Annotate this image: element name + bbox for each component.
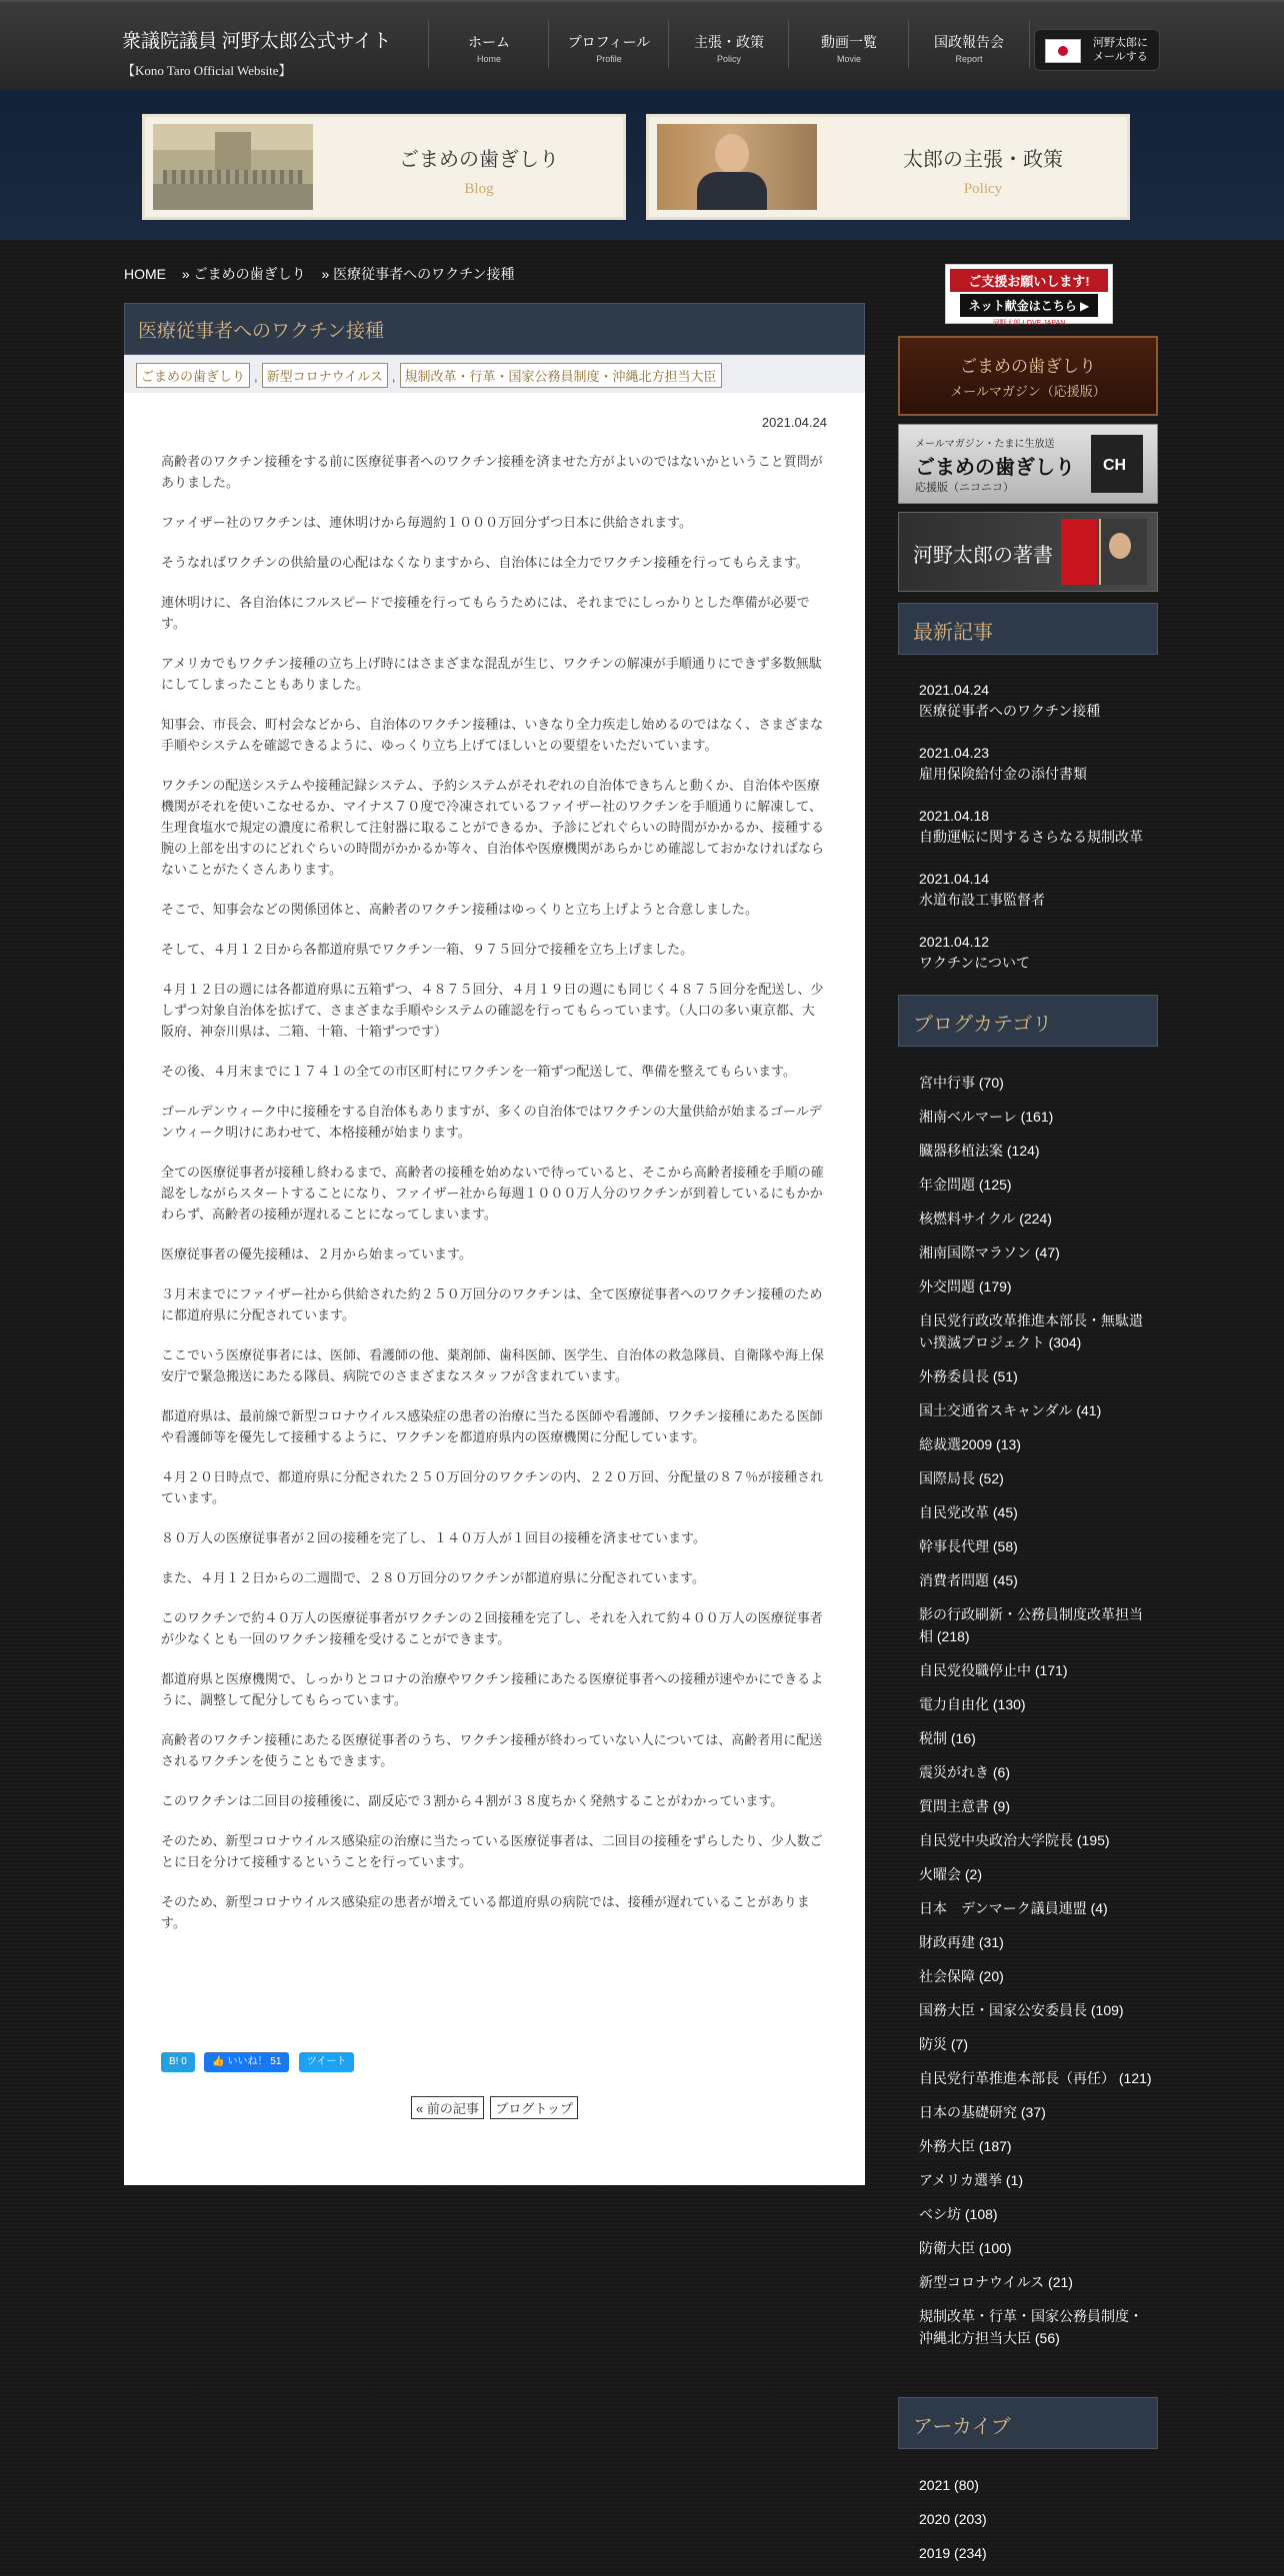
recent-post-title: 雇用保険給付金の添付書類 [919, 766, 1087, 782]
paragraph: そこで、知事会などの関係団体と、高齢者のワクチン接種はゆっくりと立ち上げようと合意しました。 [161, 902, 758, 917]
category-item[interactable]: 消費者問題 (45) [919, 1572, 1018, 1588]
policy-banner-title: 太郎の主張・政策 [903, 149, 1063, 171]
category-item[interactable]: 核燃料サイクル (224) [919, 1211, 1052, 1227]
paragraph: 連休明けに、各自治体にフルスピードで接種を行ってもらうためには、それまでにしっかりとした準備が必要です。 [161, 595, 810, 631]
mail-magazine-support-banner[interactable] [898, 336, 1158, 416]
hatena-bookmark-button[interactable]: B! 0 [161, 2052, 195, 2072]
recent-post-date: 2021.04.18 [919, 808, 990, 824]
recent-post-item[interactable] [919, 680, 1154, 722]
tag-separator: , [391, 369, 396, 384]
category-item[interactable]: 湘南国際マラソン (47) [919, 1245, 1060, 1261]
mm-support-title: ごまめの歯ぎしり [960, 357, 1096, 376]
paragraph: ファイザー社のワクチンは、連休明けから毎週約１０００万回分ずつ日本に供給されます。 [161, 515, 693, 530]
category-item[interactable]: 規制改革・行革・国家公務員制度・沖縄北方担当大臣 (56) [919, 2308, 1143, 2346]
category-item[interactable]: 新型コロナウイルス (21) [919, 2274, 1073, 2290]
category-list [919, 1072, 1154, 2361]
paragraph: 医療従事者の優先接種は、２月から始まっています。 [161, 1247, 472, 1262]
archive-item[interactable]: 2020 (203) [919, 2511, 987, 2527]
paragraph: ここでいう医療従事者には、医師、看護師の他、薬剤師、歯科医師、医学生、自治体の救急隊員、自衛隊や海上保安庁で緊急搬送にあたる隊員、病院でのさまざまなスタッフが含まれています。 [161, 1347, 825, 1383]
recent-post-date: 2021.04.14 [919, 871, 990, 887]
paragraph: このワクチンは二回目の接種後に、副反応で３割から４割が３８度ちかく発熱することがわかっています。 [161, 1793, 784, 1808]
paragraph: このワクチンで約４０万人の医療従事者がワクチンの２回接種を完了し、それを入れて約４００万人の医療従事者が少なくとも一回のワクチン接種を受けることができます。 [161, 1610, 823, 1646]
tweet-button[interactable]: ツイート [299, 2052, 355, 2072]
article [124, 303, 865, 2185]
category-item[interactable]: ベシ坊 (108) [919, 2206, 998, 2222]
nav-home-label: ホーム [468, 34, 510, 50]
paragraph: そのため、新型コロナウイルス感染症の患者が増えている都道府県の病院では、接種が遅れていることがあります。 [161, 1894, 810, 1930]
recent-post-date: 2021.04.24 [919, 682, 990, 698]
category-heading: ブログカテゴリ [898, 995, 1158, 1047]
category-item[interactable]: 震災がれき (6) [919, 1764, 1010, 1780]
category-item[interactable]: 国際局長 (52) [919, 1470, 1004, 1486]
recent-post-title: 自動運転に関するさらなる規制改革 [919, 829, 1143, 845]
nav-report[interactable] [908, 20, 1030, 68]
site-subtitle: 【Kono Taro Official Website】 [122, 63, 292, 78]
category-item[interactable]: 総裁選2009 (13) [919, 1436, 1021, 1452]
banner-band [0, 90, 1284, 240]
blog-banner-title: ごまめの歯ぎしり [399, 149, 559, 171]
nav-home-sublabel: Home [476, 54, 501, 64]
paragraph: 高齢者のワクチン接種にあたる医療従事者のうち、ワクチン接種が終わっていない人については、高齢者用に配送されるワクチンを使うこともできます。 [161, 1732, 823, 1768]
recent-post-item[interactable] [919, 743, 1154, 785]
paragraph: 高齢者のワクチン接種をする前に医療従事者へのワクチン接種を済ませた方がよいのではないかということ質問がありました。 [161, 454, 823, 490]
mm-nico-subtitle: 応援版（ニコニコ） [915, 482, 1014, 494]
category-item[interactable]: 年金問題 (125) [919, 1177, 1012, 1193]
category-item[interactable]: 外務委員長 (51) [919, 1368, 1018, 1384]
japan-flag-icon [1045, 39, 1081, 63]
tag-reform[interactable]: 規制改革・行革・国家公務員制度・沖縄北方担当大臣 [400, 363, 722, 388]
nav-policy-sublabel: Policy [716, 54, 741, 64]
paragraph: そうなればワクチンの供給量の心配はなくなりますから、自治体には全力でワクチン接種を行ってもらえます。 [161, 555, 809, 570]
nav-profile[interactable] [548, 20, 669, 68]
tag-separator: , [254, 369, 258, 384]
category-item[interactable]: 質問主意書 (9) [919, 1798, 1010, 1814]
donation-line1: ご支援お願いします! [950, 269, 1108, 292]
category-item[interactable]: 社会保障 (20) [919, 1968, 1004, 1984]
recent-post-title: 水道布設工事監督者 [919, 892, 1045, 908]
nav-movie-label: 動画一覧 [821, 34, 877, 50]
mm-nico-small: メールマガジン・たまに生放送 [915, 439, 1055, 450]
book-cover-icon [1061, 519, 1097, 585]
paragraph: ８０万人の医療従事者が２回の接種を完了し、１４０万人が１回目の接種を済ませています。 [161, 1530, 706, 1545]
recent-post-item[interactable] [919, 806, 1154, 848]
policy-banner[interactable] [646, 114, 1130, 220]
recent-post-item[interactable] [919, 869, 1154, 911]
paragraph: そして、４月１２日から各都道府県でワクチン一箱、９７５回分で接種を立ち上げました。 [161, 942, 694, 957]
nav-profile-label: プロフィール [567, 34, 651, 50]
books-banner-title: 河野太郎の著書 [913, 545, 1053, 567]
paragraph: ３月末までにファイザー社から供給された約２５０万回分のワクチンは、全て医療従事者へのワクチン接種のために都道府県に分配されています。 [161, 1287, 823, 1322]
paragraph: ワクチンの配送システムや接種記録システム、予約システムがそれぞれの自治体できちんと動くか、自治体や医療機関がそれを使いこなせるか、マイナス７０度で冷凍されているファイザー社のワクチンを手順通りに解凍して、生理食塩水で規定の濃度に希釈して注射器に取ることができるか、予診にどれぐらいの時間がかかるか、接種する腕の上部を出すのにどれぐらいの時間がかかるか等々、自治体や医療機関があらかじめ確認しておかなければならないことがたくさんあります。 [161, 778, 825, 877]
recent-post-date: 2021.04.12 [919, 934, 990, 950]
paragraph: 都道府県は、最前線で新型コロナウイルス感染症の患者の治療に当たる医師や看護師、ワクチン接種にあたる医師や看護師等を優先して接種するように、ワクチンを都道府県内の医療機関に分配しています。 [161, 1408, 823, 1444]
recent-post-date: 2021.04.23 [919, 745, 990, 761]
policy-banner-subtitle: Policy [963, 181, 1003, 197]
nav-movie-sublabel: Movie [836, 54, 861, 64]
mail-button-label: 河野太郎に メールする [1093, 37, 1148, 63]
paragraph: また、４月１２日からの二週間で、２８０万回分のワクチンが都道府県に分配されています。 [161, 1570, 706, 1585]
category-item[interactable]: 影の行政刷新・公務員制度改革担当相 (218) [919, 1606, 1143, 1644]
recent-posts-list [919, 680, 1154, 995]
category-item[interactable]: 自民党中央政治大学院長 (195) [919, 1832, 1110, 1848]
nav-home[interactable] [428, 20, 549, 68]
pager [124, 2096, 865, 2119]
recent-post-title: ワクチンについて [919, 955, 1031, 971]
recent-post-title: 医療従事者へのワクチン接種 [919, 703, 1101, 719]
donation-banner[interactable] [945, 264, 1113, 327]
category-item[interactable]: 臓器移植法案 (124) [919, 1143, 1040, 1159]
category-item[interactable]: 外交問題 (179) [919, 1279, 1012, 1294]
breadcrumb-blog[interactable]: » ごまめの歯ぎしり [181, 266, 306, 282]
category-item[interactable]: 税制 (16) [919, 1730, 976, 1746]
mail-button[interactable] [1034, 29, 1160, 71]
site-title[interactable]: 衆議院議員 河野太郎公式サイト [122, 31, 392, 52]
share-row [161, 2052, 359, 2074]
category-item[interactable]: 幹事長代理 (58) [919, 1538, 1018, 1554]
category-item[interactable]: 自民党行政改革推進本部長・無駄遣い撲滅プロジェクト (304) [919, 1312, 1143, 1350]
breadcrumb-home[interactable]: HOME [124, 266, 166, 282]
category-item[interactable]: 日本の基礎研究 (37) [919, 2104, 1046, 2120]
category-item[interactable]: 電力自由化 (130) [919, 1696, 1026, 1712]
category-item[interactable]: 国土交通省スキャンダル (41) [919, 1402, 1102, 1418]
paragraph: 全ての医療従事者が接種し終わるまで、高齢者の接種を始めないで待っていると、そこから高齢者接種を手順の確認をしながらスタートすることになり、ファイザー社から毎週１０００万人分のワクチンが到着しているにもかかわらず、高齢者の接種が遅れることになってしまいます。 [161, 1165, 824, 1222]
nav-report-sublabel: Report [955, 54, 983, 64]
category-item[interactable]: 自民党改革 (45) [919, 1504, 1018, 1520]
archive-item[interactable]: 2021 (80) [919, 2477, 979, 2493]
category-item[interactable]: 自民党役職停止中 (171) [919, 1662, 1068, 1678]
facebook-like-button[interactable]: 👍 いいね！ 51 [204, 2052, 289, 2072]
paragraph: ゴールデンウィーク中に接種をする自治体もありますが、多くの自治体ではワクチンの大量供給が始まるゴールデンウィーク明けにあわせて、本格接種が始まります。 [161, 1104, 822, 1140]
donation-line3: 河野太郎 LOVE JAPAN [992, 320, 1066, 327]
category-item[interactable]: 外務大臣 (187) [919, 2138, 1012, 2154]
nav-profile-sublabel: Profile [596, 54, 622, 64]
article-title: 医療従事者へのワクチン接種 [124, 303, 865, 355]
nav-movie[interactable] [788, 20, 909, 68]
tag-bar [124, 355, 865, 393]
category-item[interactable]: 火曜会 (2) [919, 1866, 982, 1882]
category-item[interactable]: 防災 (7) [919, 2036, 968, 2052]
blog-banner-subtitle: Blog [464, 181, 494, 197]
blog-top-button[interactable]: ブログトップ [490, 2096, 578, 2119]
breadcrumb-current: » 医療従事者へのワクチン接種 [321, 266, 515, 282]
recent-post-item[interactable] [919, 932, 1154, 974]
mail-magazine-nico-banner[interactable] [898, 424, 1158, 504]
mm-nico-title: ごまめの歯ぎしり [915, 457, 1075, 479]
tag-blog[interactable]: ごまめの歯ぎしり [136, 363, 250, 388]
archive-list [919, 2474, 1154, 2576]
breadcrumb [124, 264, 526, 284]
category-item[interactable]: アメリカ選挙 (1) [919, 2172, 1024, 2188]
archive-heading: アーカイブ [898, 2397, 1158, 2449]
tag-covid[interactable]: 新型コロナウイルス [262, 363, 388, 388]
recent-posts-heading: 最新記事 [898, 603, 1158, 655]
category-item[interactable]: 自民党行革推進本部長（再任） (121) [919, 2070, 1152, 2086]
books-banner[interactable] [898, 512, 1158, 592]
prev-post-button[interactable]: « 前の記事 [411, 2096, 484, 2119]
category-item[interactable]: 国務大臣・国家公安委員長 (109) [919, 2002, 1124, 2018]
post-body [161, 451, 825, 1952]
category-item[interactable]: 財政再建 (31) [919, 1934, 1004, 1950]
category-item[interactable]: 防衛大臣 (100) [919, 2240, 1012, 2256]
diet-building-image [153, 124, 313, 210]
paragraph: 知事会、市長会、町村会などから、自治体のワクチン接種は、いきなり全力疾走し始めるのではなく、さまざまな手順やシステムを確認できるように、ゆっくり立ち上げてほしいとの要望をいただいています。 [161, 717, 824, 753]
paragraph: 都道府県と医療機関で、しっかりとコロナの治療やワクチン接種にあたる医療従事者への接種が速やかにできるように、調整して配分してもらっています。 [161, 1671, 824, 1707]
paragraph: その後、４月末までに１７４１の全ての市区町村にワクチンを一箱ずつ配送して、準備を整えてもらいます。 [161, 1064, 797, 1079]
book-cover-icon [1099, 519, 1147, 585]
archive-item[interactable]: 2019 (234) [919, 2545, 987, 2561]
blog-banner[interactable] [142, 114, 626, 220]
category-item[interactable]: 湘南ベルマーレ (161) [919, 1109, 1054, 1125]
category-item[interactable]: 宮中行事 (70) [919, 1075, 1004, 1091]
paragraph: ４月１２日の週には各都道府県に五箱ずつ、４８７５回分、４月１９日の週にも同じく４８７５回分を配送し、少しずつ対象自治体を拡げて、さまざまな手順やシステムの確認を行ってもらっています。（人口の多い東京都、大阪府、神奈川県は、二箱、十箱、十箱ずつです） [161, 982, 824, 1039]
nav-report-label: 国政報告会 [934, 34, 1004, 50]
channel-logo-icon [1091, 435, 1143, 493]
nav-policy[interactable] [668, 20, 789, 68]
nav-policy-label: 主張・政策 [694, 34, 764, 50]
paragraph: ４月２０日時点で、都道府県に分配された２５０万回分のワクチンの内、２２０万回、分配量の８７％が接種されています。 [161, 1469, 824, 1505]
paragraph: そのため、新型コロナウイルス感染症の治療に当たっている医療従事者は、二回目の接種をずらしたり、少人数ごとに日を分けて接種するということを行っています。 [161, 1833, 823, 1869]
paragraph: アメリカでもワクチン接種の立ち上げ時にはさまざまな混乱が生じ、ワクチンの解凍が手順通りにできず多数無駄にしてしまったこともありました。 [161, 656, 822, 692]
mm-support-subtitle: メールマガジン（応援版） [950, 384, 1106, 399]
portrait-image [657, 124, 817, 210]
site-header [0, 0, 1284, 90]
post-date: 2021.04.24 [761, 415, 827, 430]
category-item[interactable]: 日本 デンマーク議員連盟 (4) [919, 1900, 1108, 1916]
donation-line2: ネット献金はこちら ▶ [960, 294, 1098, 317]
